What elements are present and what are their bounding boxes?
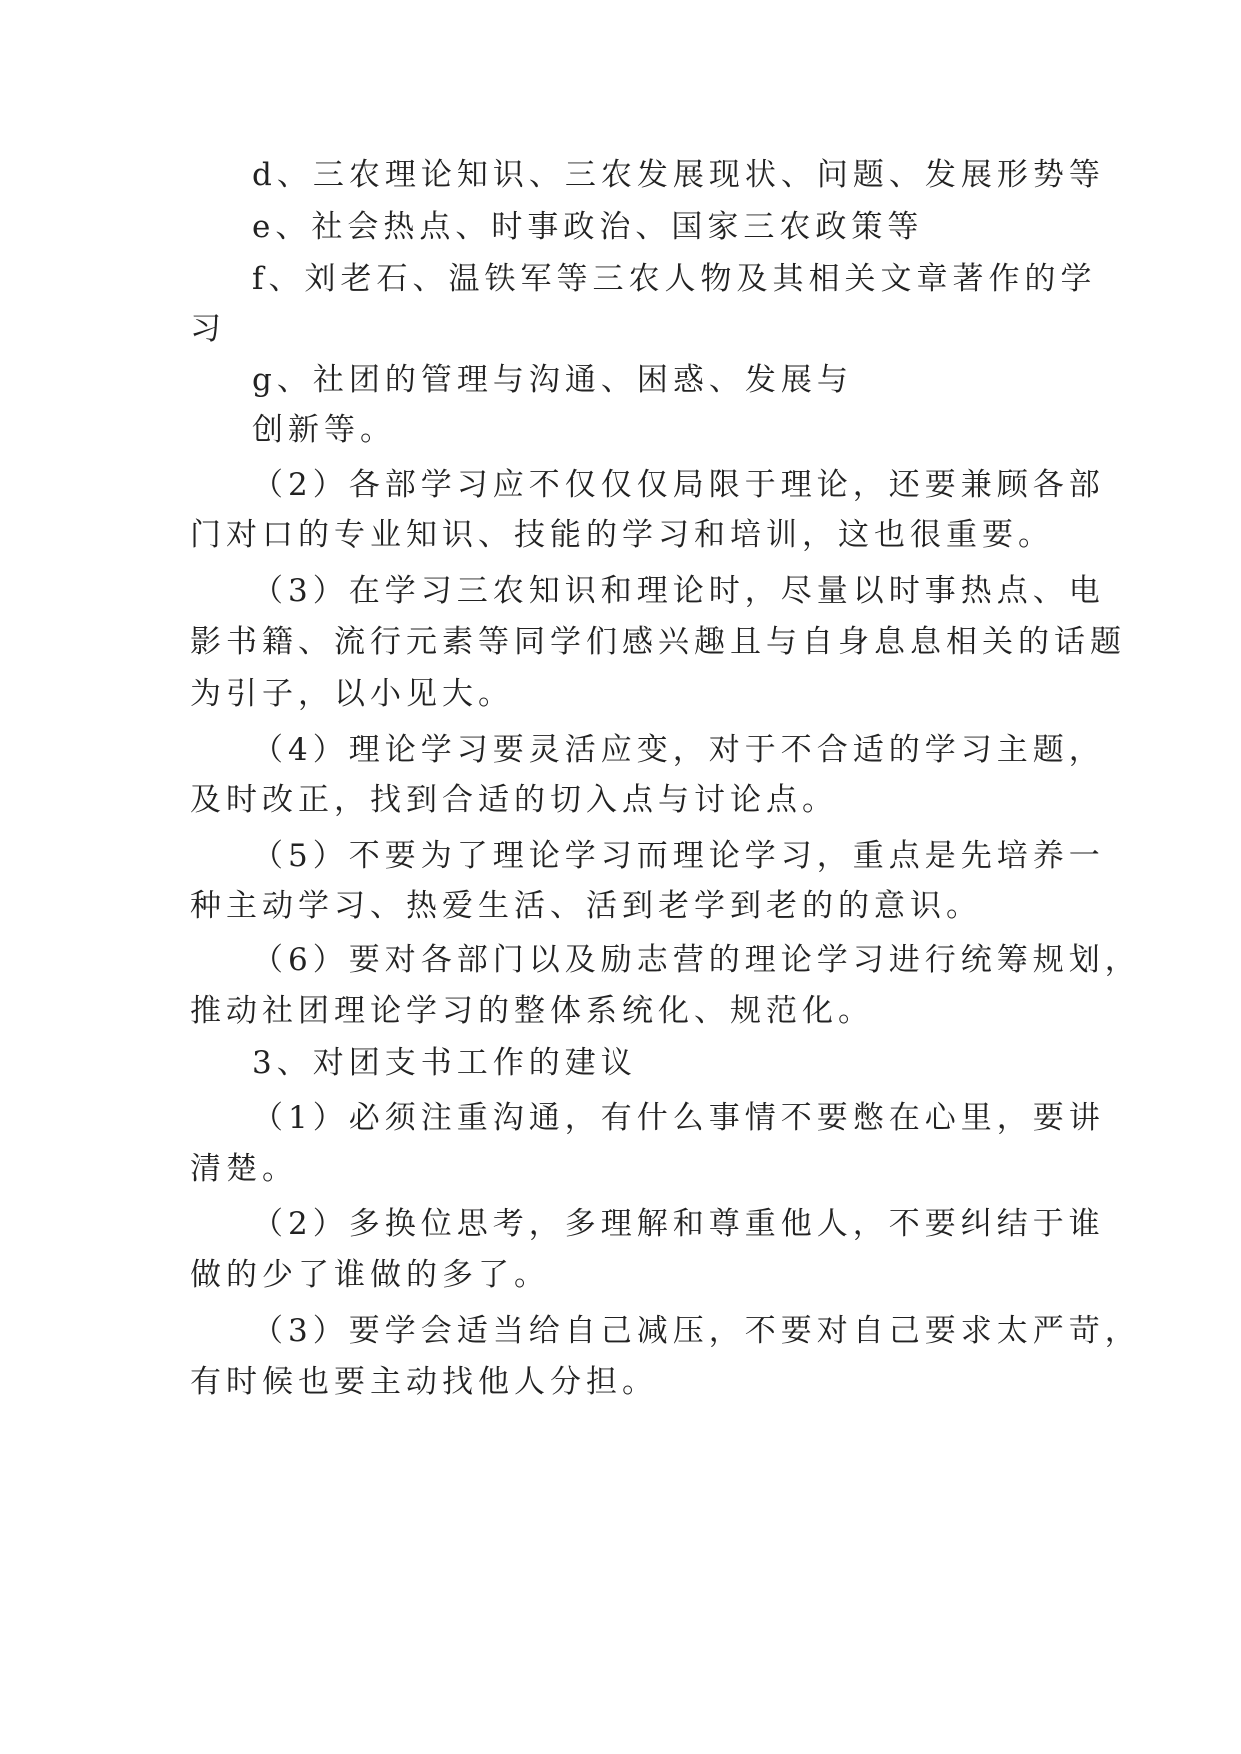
list-item-e: e、社会热点、时事政治、国家三农政策等 — [252, 209, 924, 245]
paragraph-5-line-2: 种主动学习、热爱生活、活到老学到老的的意识。 — [190, 888, 982, 924]
list-item-d: d、三农理论知识、三农发展现状、问题、发展形势等 — [252, 157, 1105, 193]
paragraph-3-line-2: 影书籍、流行元素等同学们感兴趣且与自身息息相关的话题 — [190, 624, 1126, 660]
suggestion-3-line-2: 有时候也要主动找他人分担。 — [190, 1364, 658, 1400]
paragraph-4-line-1: （4）理论学习要灵活应变，对于不合适的学习主题， — [252, 732, 1105, 768]
suggestion-2-line-2: 做的少了谁做的多了。 — [190, 1257, 550, 1293]
list-item-g-continuation: 创新等。 — [252, 412, 396, 448]
suggestion-3-line-1: （3）要学会适当给自己减压，不要对自己要求太严苛， — [252, 1313, 1141, 1349]
paragraph-2-line-2: 门对口的专业知识、技能的学习和培训，这也很重要。 — [190, 517, 1054, 553]
paragraph-3-line-1: （3）在学习三农知识和理论时，尽量以时事热点、电 — [252, 573, 1105, 609]
list-item-f: f、刘老石、温铁军等三农人物及其相关文章著作的学 — [252, 261, 1097, 297]
paragraph-6-line-2: 推动社团理论学习的整体系统化、规范化。 — [190, 993, 874, 1029]
list-item-g: g、社团的管理与沟通、困惑、发展与 — [252, 362, 853, 398]
list-item-f-continuation: 习 — [190, 311, 226, 347]
paragraph-4-line-2: 及时改正，找到合适的切入点与讨论点。 — [190, 782, 838, 818]
suggestion-2-line-1: （2）多换位思考，多理解和尊重他人，不要纠结于谁 — [252, 1206, 1105, 1242]
paragraph-2-line-1: （2）各部学习应不仅仅仅局限于理论，还要兼顾各部 — [252, 467, 1105, 503]
paragraph-3-line-3: 为引子，以小见大。 — [190, 676, 514, 712]
paragraph-5-line-1: （5）不要为了理论学习而理论学习，重点是先培养一 — [252, 838, 1105, 874]
section-heading-3: 3、对团支书工作的建议 — [252, 1045, 637, 1081]
paragraph-6-line-1: （6）要对各部门以及励志营的理论学习进行统筹规划， — [252, 942, 1141, 978]
suggestion-1-line-2: 清楚。 — [190, 1151, 298, 1187]
suggestion-1-line-1: （1）必须注重沟通，有什么事情不要憋在心里，要讲 — [252, 1100, 1105, 1136]
